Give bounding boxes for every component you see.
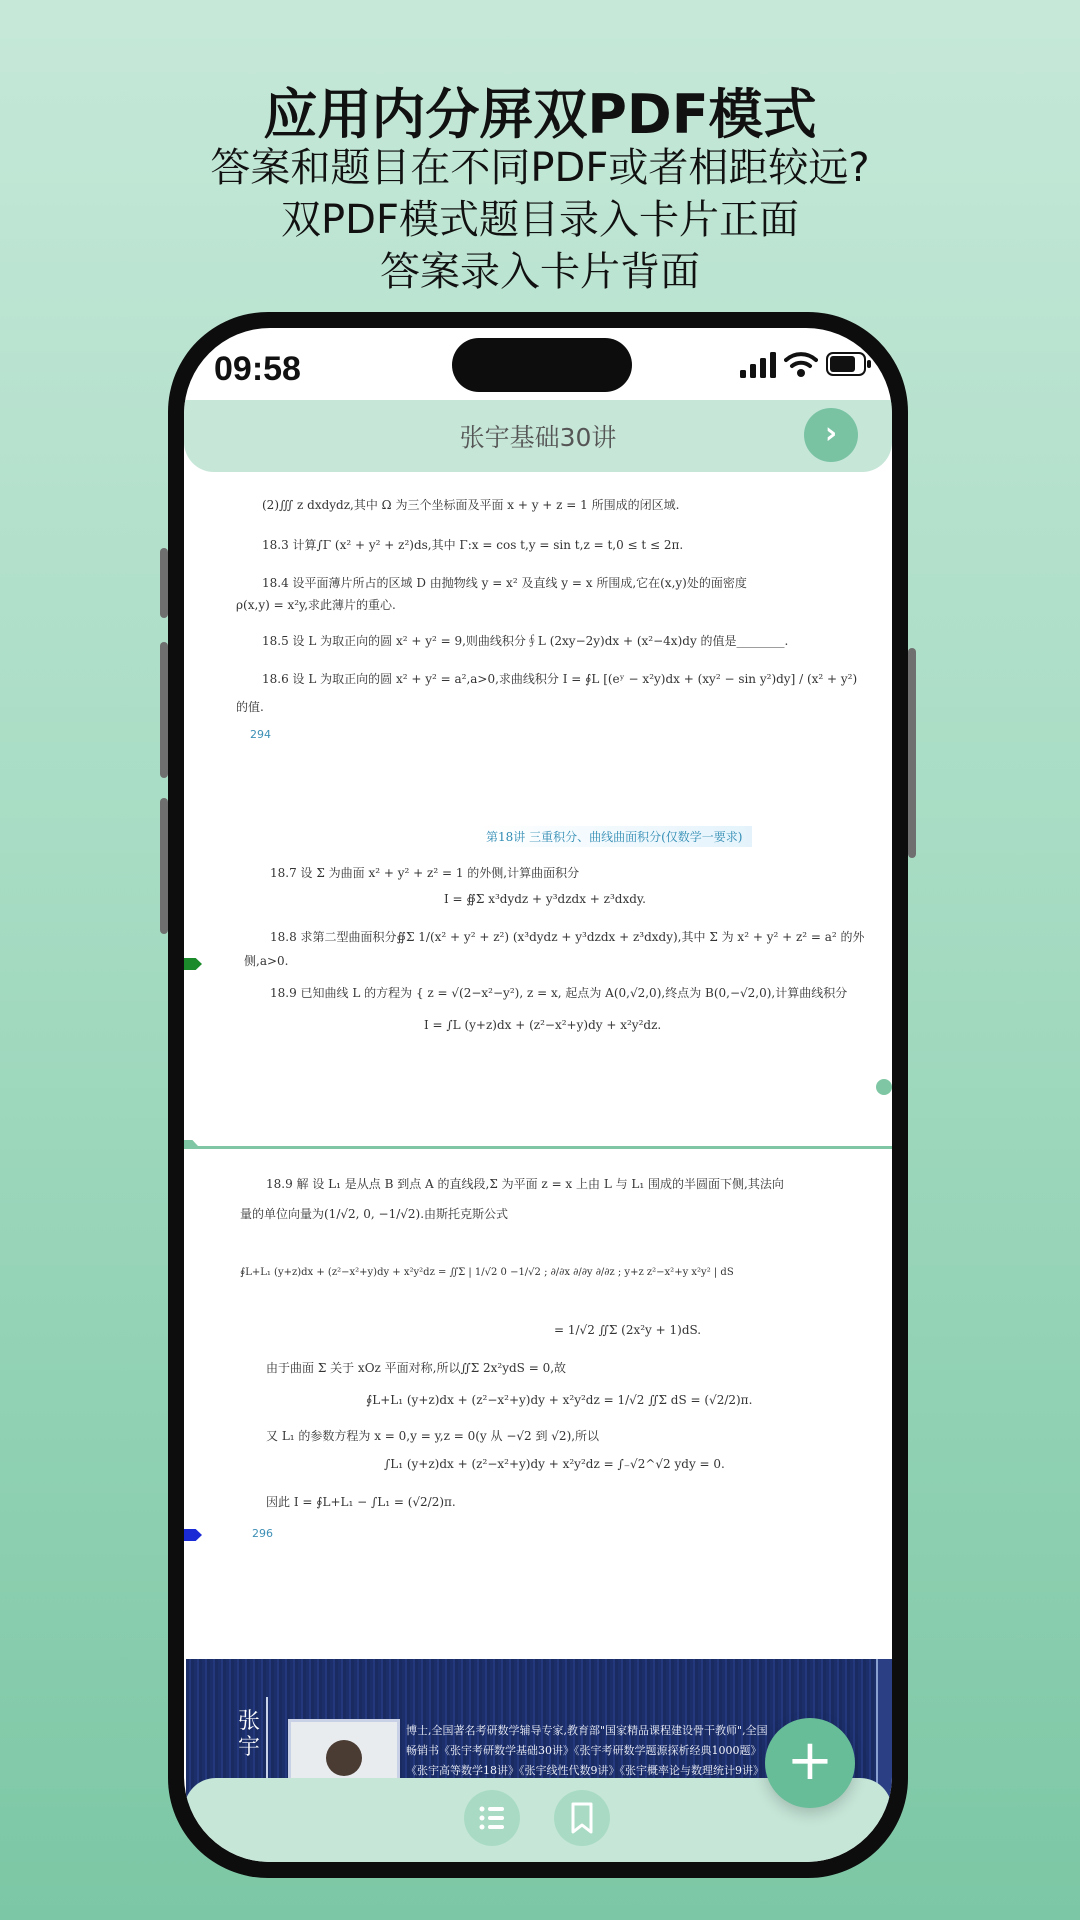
pdf-line: I = ∫L (y+z)dx + (z²−x²+y)dy + x²y²dz.	[424, 1018, 662, 1032]
power-button	[908, 648, 916, 858]
pdf-line: ∮L+L₁ (y+z)dx + (z²−x²+y)dy + x²y²dz = 1/√2 ∬Σ dS = (√2/2)π.	[366, 1393, 753, 1407]
pdf-pane-bottom[interactable]	[184, 1149, 892, 1659]
pdf-line: 由于曲面 Σ 关于 xOz 平面对称,所以∬Σ 2x²ydS = 0,故	[266, 1361, 567, 1375]
pdf-pane-top[interactable]	[184, 472, 892, 1144]
list-icon	[464, 1790, 520, 1846]
phone-screen	[184, 328, 892, 1862]
next-button[interactable]	[804, 408, 858, 462]
pdf-line: = 1/√2 ∬Σ (2x²y + 1)dS.	[554, 1323, 702, 1337]
pdf-line: I = ∯Σ x³dydz + y³dzdx + z³dxdy.	[444, 892, 646, 906]
chevron-right-icon: ›	[824, 416, 838, 451]
pdf-line: 又 L₁ 的参数方程为 x = 0,y = y,z = 0(y 从 −√2 到 √2),所以	[266, 1429, 600, 1443]
promo-title: 应用内分屏双PDF模式	[263, 83, 817, 146]
pdf-line: 侧,a>0.	[244, 954, 289, 968]
author-bio: 博士,全国著名考研数学辅导专家,教育部"国家精品课程建设骨干教师",全国畅销书《张宇考研数学基础30讲》《张宇考研数学题源探析经典1000题》《张宇高等数学18讲》《张宇线性代数9讲》《张宇概率论与数理统计9讲》	[406, 1724, 768, 1777]
pdf-line: 18.7 设 Σ 为曲面 x² + y² + z² = 1 的外侧,计算曲面积分	[270, 866, 580, 880]
bookmark-icon	[554, 1790, 610, 1846]
wifi-icon	[784, 350, 818, 378]
book-title-bar	[184, 400, 892, 472]
list-button[interactable]	[464, 1790, 520, 1846]
green-bookmark-marker[interactable]	[184, 958, 202, 970]
plus-icon: +	[786, 1728, 834, 1793]
pdf-line: 因此 I = ∮L+L₁ − ∫L₁ = (√2/2)π.	[266, 1495, 456, 1509]
pdf-line: 18.4 设平面薄片所占的区域 D 由抛物线 y = x² 及直线 y = x 所围成,它在(x,y)处的面密度	[262, 576, 747, 590]
book-title: 张宇基础30讲	[459, 423, 617, 452]
action-button	[160, 548, 168, 618]
pdf-line: ∫L₁ (y+z)dx + (z²−x²+y)dy + x²y²dz = ∫₋√2^√2 ydy = 0.	[384, 1457, 725, 1471]
battery-icon	[826, 352, 872, 376]
page-number: 294	[250, 728, 271, 741]
bookmark-button[interactable]	[554, 1790, 610, 1846]
pdf-line: 18.9 已知曲线 L 的方程为 { z = √(2−x²−y²), z = x, 起点为 A(0,√2,0),终点为 B(0,−√2,0),计算曲线积分	[270, 986, 848, 1000]
pdf-line: 的值.	[236, 700, 264, 714]
pdf-line: 18.3 计算∫Γ (x² + y² + z²)ds,其中 Γ:x = cos t,y = sin t,z = t,0 ≤ t ≤ 2π.	[262, 538, 684, 552]
blue-bookmark-marker[interactable]	[184, 1529, 202, 1541]
phone-frame	[168, 312, 908, 1878]
pdf-line: ρ(x,y) = x²y,求此薄片的重心.	[236, 598, 396, 612]
chapter-header: 第18讲 三重积分、曲线曲面积分(仅数学一要求)	[476, 826, 752, 847]
cover-author-name: 张宇	[237, 1709, 260, 1760]
divider-handle-right[interactable]	[876, 1079, 892, 1095]
pdf-line: 18.6 设 L 为取正向的圆 x² + y² = a²,a>0,求曲线积分 I = ∮L [(eʸ − x²y)dx + (xy² − sin y²)dy] / (x² + y²)	[262, 672, 858, 686]
promo-line-3: 答案录入卡片背面	[380, 249, 700, 295]
cellular-signal-icon	[740, 352, 776, 378]
page-number: 296	[252, 1527, 273, 1540]
volume-down-button	[160, 798, 168, 934]
status-bar	[184, 328, 892, 408]
pdf-line: 量的单位向量为(1/√2, 0, −1/√2).由斯托克斯公式	[240, 1207, 509, 1221]
pdf-line: (2)∭ z dxdydz,其中 Ω 为三个坐标面及平面 x + y + z = 1 所围成的闭区域.	[262, 498, 680, 512]
pdf-line: 18.5 设 L 为取正向的圆 x² + y² = 9,则曲线积分∮L (2xy−2y)dx + (x²−4x)dy 的值是________.	[262, 634, 789, 648]
pdf-line: 18.9 解 设 L₁ 是从点 B 到点 A 的直线段,Σ 为平面 z = x 上由 L 与 L₁ 围成的半圆面下侧,其法向	[266, 1177, 784, 1191]
volume-up-button	[160, 642, 168, 778]
promo-line-2: 双PDF模式题目录入卡片正面	[281, 197, 799, 243]
pdf-line: 18.8 求第二型曲面积分∯Σ 1/(x² + y² + z²) (x³dydz + y³dzdx + z³dxdy),其中 Σ 为 x² + y² + z² = a² 的外	[270, 930, 865, 944]
status-time: 09:58	[214, 350, 301, 388]
pdf-line: ∮L+L₁ (y+z)dx + (z²−x²+y)dy + x²y²dz = ∬Σ | 1/√2 0 −1/√2 ; ∂/∂x ∂/∂y ∂/∂z ; y+z z²−x²+y x²y² | dS	[240, 1267, 734, 1278]
add-card-button[interactable]	[765, 1718, 855, 1808]
promo-line-1: 答案和题目在不同PDF或者相距较远?	[210, 145, 870, 191]
dynamic-island	[452, 338, 632, 392]
